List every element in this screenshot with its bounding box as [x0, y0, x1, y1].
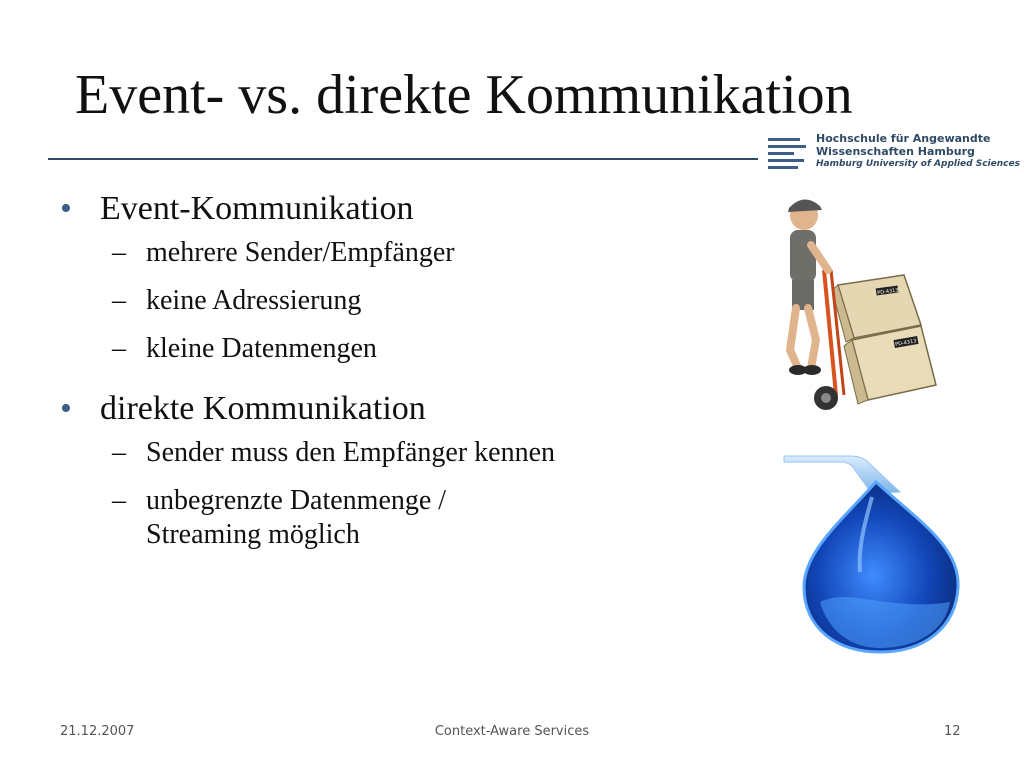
bullet-icon: • [60, 190, 72, 227]
dash-icon: – [112, 237, 126, 268]
sub-bullet-continuation [60, 518, 740, 552]
slide-content [60, 186, 740, 566]
sub-bullet-text: Sender muss den Empfänger kennen [146, 437, 555, 468]
stream-drop-icon [780, 452, 965, 657]
title-rule [48, 158, 758, 160]
bullet-item [60, 186, 740, 232]
sub-bullet-text: mehrere Sender/Empfänger [146, 237, 455, 268]
bullet-text: Event-Kommunikation [100, 190, 414, 227]
logo-text [816, 132, 1020, 171]
sub-bullet-item [60, 236, 740, 270]
bullet-icon: • [60, 390, 72, 427]
sub-bullet-text: keine Adressierung [146, 285, 362, 316]
delivery-man-icon [776, 190, 946, 415]
dash-icon: – [112, 485, 126, 516]
dash-icon: – [112, 285, 126, 316]
footer-center: Context-Aware Services [434, 724, 590, 739]
university-logo [768, 132, 1020, 178]
sub-bullet-text: unbegrenzte Datenmenge / [146, 485, 447, 516]
dash-icon: – [112, 333, 126, 364]
bullet-item [60, 386, 740, 432]
logo-line-1: Hochschule für Angewandte [816, 132, 991, 145]
box-label: PD-4313 [894, 338, 917, 348]
footer-page-number: 12 [944, 724, 961, 739]
bullet-text: direkte Kommunikation [100, 390, 426, 427]
slide-title: Event- vs. direkte Kommunikation [75, 64, 853, 126]
sub-bullet-text: Streaming möglich [146, 519, 360, 550]
logo-lines-icon [768, 136, 806, 176]
sub-bullet-item [60, 484, 740, 518]
sub-bullet-item [60, 284, 740, 318]
logo-line-2: Wissenschaften Hamburg [816, 145, 975, 158]
box-label: PD-4313 [876, 287, 899, 297]
dash-icon: – [112, 437, 126, 468]
sub-bullet-item [60, 436, 740, 470]
sub-bullet-text: kleine Datenmengen [146, 333, 377, 364]
logo-line-3: Hamburg University of Applied Sciences [816, 159, 1020, 169]
footer-date: 21.12.2007 [60, 724, 135, 739]
sub-bullet-item [60, 332, 740, 366]
